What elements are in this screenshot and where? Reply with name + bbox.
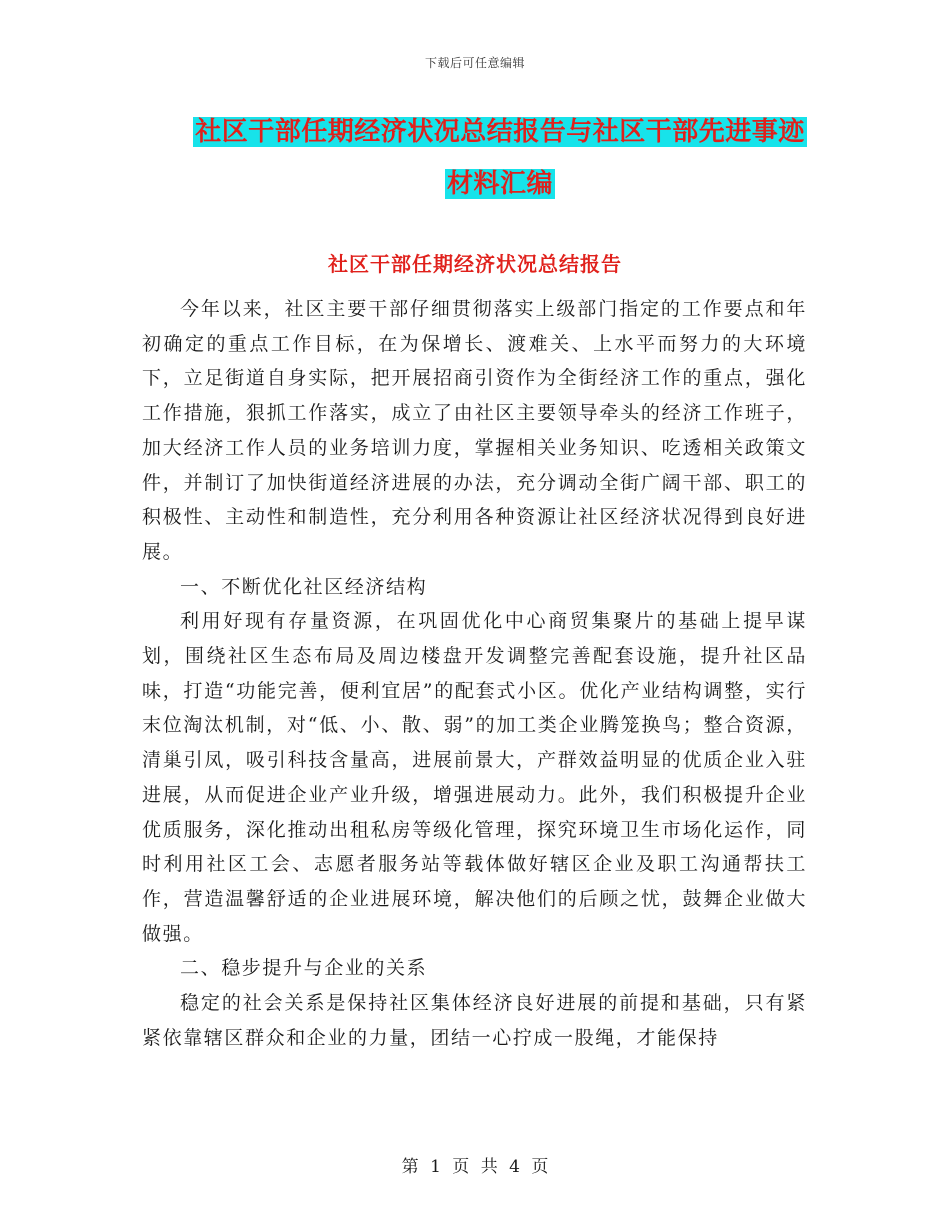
- main-title-line-2: 材料汇编: [446, 169, 553, 199]
- subheading-2: 二、稳步提升与企业的关系: [180, 957, 428, 980]
- paragraph-intro: 今年以来，社区主要干部仔细贯彻落实上级部门指定的工作要点和年初确定的重点工作目标，在为保增长、渡难关、上水平而努力的大环境下，立足街道自身实际，把开展招商引资作为全街经济工作的重点，强化工作措施，狠抓工作落实，成立了由社区主要领导牵头的经济工作班子，加大经济工作人员的业务培训力度，掌握相关业务知识、吃透相关政策文件，并制订了加快街道经济进展的办法，充分调动全街广阔干部、职工的积极性、主动性和制造性，充分利用各种资源让社区经济状况得到良好进展。: [142, 298, 807, 563]
- paragraph-1: 利用好现有存量资源，在巩固优化中心商贸集聚片的基础上提早谋划，围绕社区生态布局及周边楼盘开发调整完善配套设施，提升社区品味，打造“功能完善，便利宜居”的配套式小区。优化产业结构调整，实行末位淘汰机制，对“低、小、散、弱”的加工类企业腾笼换鸟；整合资源，清巢引凤，吸引科技含量高，进展前景大，产群效益明显的优质企业入驻进展，从而促进企业产业升级，增强进展动力。此外，我们积极提升企业优质服务，深化推动出租私房等级化管理，探究环境卫生市场化运作，同时利用社区工会、志愿者服务站等载体做好辖区企业及职工沟通帮扶工作，营造温馨舒适的企业进展环境，解决他们的后顾之忧，鼓舞企业做大做强。: [142, 610, 807, 945]
- section-title: 社区干部任期经济状况总结报告: [328, 252, 622, 276]
- paragraph-2: 稳定的社会关系是保持社区集体经济良好进展的前提和基础，只有紧紧依靠辖区群众和企业的力量，团结一心拧成一股绳，才能保持: [142, 992, 807, 1049]
- body-text: [142, 292, 807, 1055]
- main-title-line-1: 社区干部任期经济状况总结报告与社区干部先进事迹: [195, 117, 805, 147]
- header-note: 下载后可任意编辑: [424, 56, 525, 70]
- main-title: [150, 106, 850, 210]
- subheading-1: 一、不断优化社区经济结构: [180, 575, 428, 598]
- page-number-footer: 第 1 页 共 4 页: [401, 1157, 549, 1177]
